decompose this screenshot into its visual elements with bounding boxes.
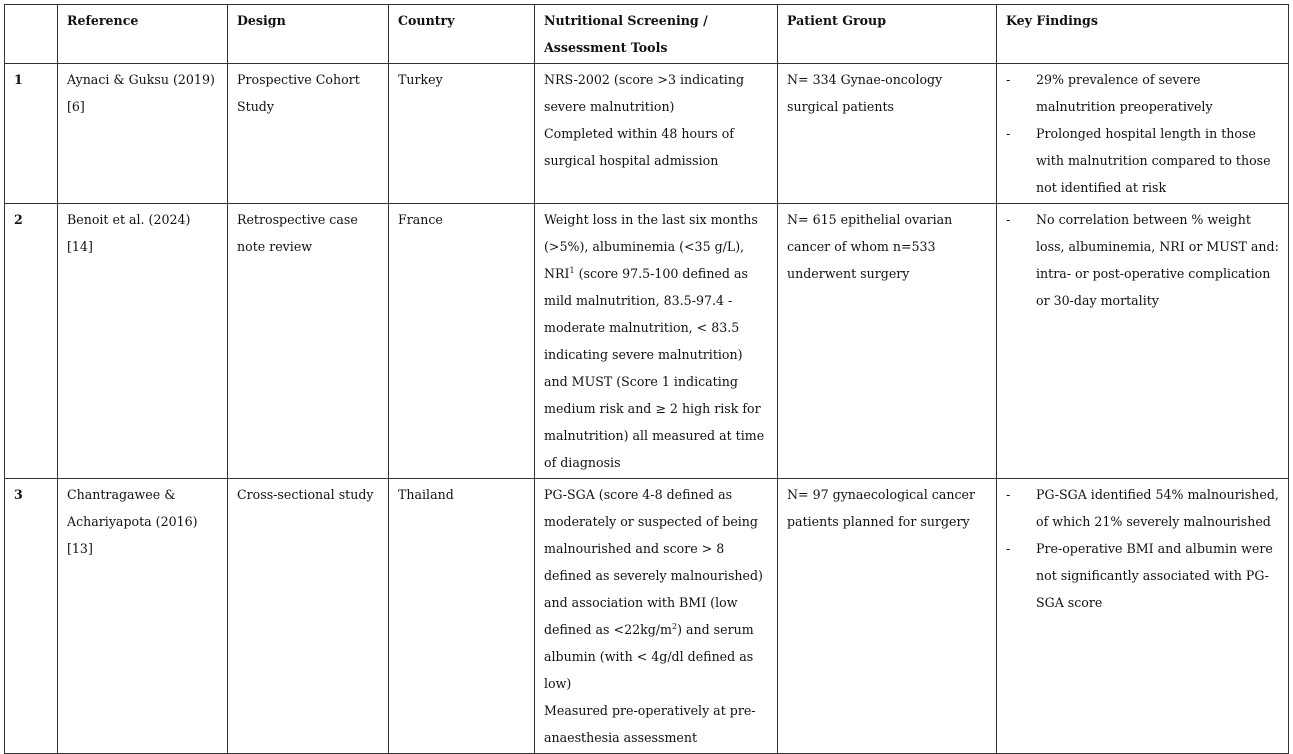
reference-cell: Chantragawee & Achariyapota (2016) [13] (58, 479, 228, 754)
country-cell: France (389, 204, 535, 479)
header-number (5, 5, 58, 64)
header-key-findings: Key Findings (997, 5, 1289, 64)
finding-item (1006, 481, 1280, 535)
design-cell: Prospective Cohort Study (228, 64, 389, 204)
findings-cell (997, 204, 1289, 479)
tools-text: ) and serum albumin (with < 4g/dl defined as low) (544, 622, 754, 691)
tools-cell (535, 204, 778, 479)
header-reference: Reference (58, 5, 228, 64)
tools-text: (score 97.5-100 defined as mild malnutrition, 83.5-97.4 - moderate malnutrition, < 83.5 indicating severe malnutrition) and MUST (Score 1 indicating medium risk and ≥ 2 high risk for malnutrition) all measured at time of diagnosis (544, 266, 765, 470)
header-design: Design (228, 5, 389, 64)
tools-text: Completed within 48 hours of surgical hospital admission (544, 126, 734, 168)
row-number: 1 (5, 64, 58, 204)
superscript-marker: 2 (671, 621, 678, 631)
table-row (5, 64, 1289, 204)
reference-cell: Benoit et al. (2024) [14] (58, 204, 228, 479)
row-number: 2 (5, 204, 58, 479)
tools-text: Measured pre-operatively at pre-anaesthesia assessment (544, 703, 756, 745)
table-header-row (5, 5, 1289, 64)
findings-list (1006, 66, 1280, 201)
tools-text: Weight loss in the last six months (>5%), albuminemia (<35 g/L), NRI (544, 212, 758, 281)
design-cell: Retrospective case note review (228, 204, 389, 479)
finding-item (1006, 206, 1280, 314)
literature-review-table (4, 4, 1289, 754)
patient-group-cell: N= 615 epithelial ovarian cancer of whom n=533 underwent surgery (778, 204, 997, 479)
finding-item (1006, 120, 1280, 201)
table-row (5, 479, 1289, 754)
reference-cell: Aynaci & Guksu (2019) [6] (58, 64, 228, 204)
tools-cell (535, 479, 778, 754)
bullet-dash: - (1006, 72, 1011, 87)
row-number: 3 (5, 479, 58, 754)
finding-text: Pre-operative BMI and albumin were not significantly associated with PG-SGA score (1036, 541, 1273, 610)
design-cell: Cross-sectional study (228, 479, 389, 754)
footnote-marker: 1 (569, 265, 575, 275)
findings-list (1006, 481, 1280, 616)
bullet-dash: - (1006, 126, 1011, 141)
tools-cell (535, 64, 778, 204)
header-country: Country (389, 5, 535, 64)
patient-group-cell: N= 97 gynaecological cancer patients planned for surgery (778, 479, 997, 754)
finding-text: Prolonged hospital length in those with malnutrition compared to those not identified at risk (1036, 126, 1271, 195)
bullet-dash: - (1006, 212, 1011, 227)
bullet-dash: - (1006, 487, 1011, 502)
finding-text: 29% prevalence of severe malnutrition preoperatively (1036, 72, 1213, 114)
findings-list (1006, 206, 1280, 314)
finding-text: PG-SGA identified 54% malnourished, of which 21% severely malnourished (1036, 487, 1279, 529)
header-tools: Nutritional Screening / Assessment Tools (535, 5, 778, 64)
country-cell: Thailand (389, 479, 535, 754)
findings-cell (997, 64, 1289, 204)
findings-cell (997, 479, 1289, 754)
finding-item (1006, 66, 1280, 120)
header-patient-group: Patient Group (778, 5, 997, 64)
table-row (5, 204, 1289, 479)
finding-item (1006, 535, 1280, 616)
bullet-dash: - (1006, 541, 1011, 556)
tools-text: PG-SGA (score 4-8 defined as moderately or suspected of being malnourished and score > 8 defined as severely malnourished) and association with BMI (low defined as <22kg/m (544, 487, 763, 637)
tools-text: NRS-2002 (score >3 indicating severe malnutrition) (544, 72, 745, 114)
country-cell: Turkey (389, 64, 535, 204)
patient-group-cell: N= 334 Gynae-oncology surgical patients (778, 64, 997, 204)
tools-paragraph (544, 481, 769, 697)
finding-text: No correlation between % weight loss, albuminemia, NRI or MUST and: intra- or post-operative complication or 30-day mortality (1036, 212, 1279, 308)
